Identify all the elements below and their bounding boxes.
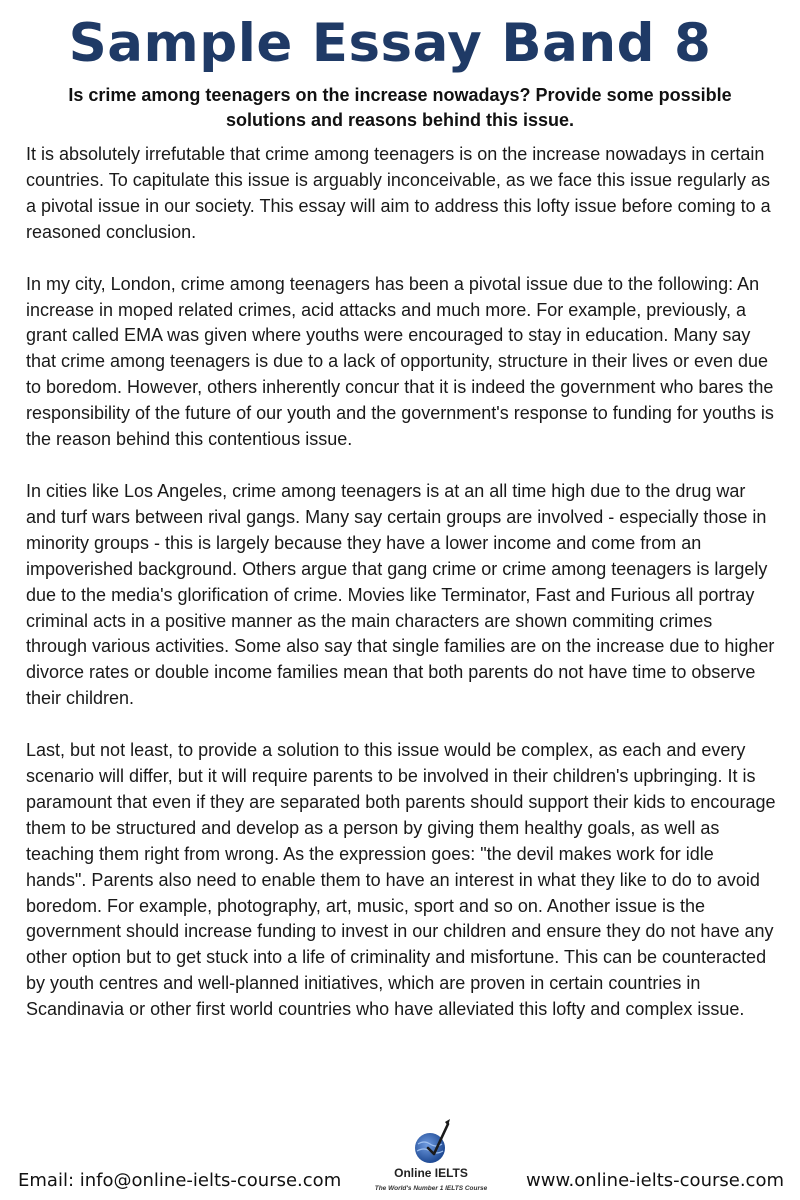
footer-email[interactable]: Email: info@online-ielts-course.com bbox=[18, 1170, 342, 1191]
page-title: Sample Essay Band 8 bbox=[68, 13, 712, 74]
logo-tagline: The World's Number 1 IELTS Course bbox=[374, 1185, 488, 1192]
essay-paragraph-3: In cities like Los Angeles, crime among teenagers is at an all time high due to the drug war and turf wars between rival gangs. Many say certain groups are involved - especially those in minority groups - this is largely because they have a lower income and come from an impoverished background. Others argue that gang crime or crime among teenagers is largely due to the media's glorification of crime. Movies like Terminator, Fast and Furious all portray criminal acts in a positive manner as the main characters are shown commiting crimes through various activities. Some also say that single families are on the increase due to higher divorce rates or double income families mean that both parents do not have time to observe their children. bbox=[26, 480, 775, 709]
logo-name: Online IELTS bbox=[394, 1166, 468, 1180]
globe-pen-icon bbox=[412, 1118, 452, 1166]
essay-paragraph-1: It is absolutely irrefutable that crime among teenagers is on the increase nowadays in certain countries. To capitulate this issue is arguably inconceivable, as we face this issue regularly as a pivotal issue in our society. This essay will aim to address this lofty issue before coming to a reasoned conclusion. bbox=[26, 144, 771, 242]
essay-body bbox=[26, 142, 778, 1049]
essay-paragraph-2: In my city, London, crime among teenagers has been a pivotal issue due to the following: An increase in moped related crimes, acid attacks and much more. For example, previously, a grant called EMA was given where youths were encouraged to stay in education. Many say that crime among teenagers is due to a lack of opportunity, structure in their lives or even due to boredom. However, others inherently concur that it is indeed the government who bares the responsibility of the future of our youth and the government's response to funding for youths is the reason behind this contentious issue. bbox=[26, 273, 774, 450]
essay-question: Is crime among teenagers on the increase nowadays? Provide some possible solutions and reasons behind this issue. bbox=[68, 85, 732, 130]
essay-paragraph-4: Last, but not least, to provide a solution to this issue would be complex, as each and every scenario will differ, but it will require parents to be involved in their children's upbringing. It is paramount that even if they are separated both parents should support their kids to encourage them to be structured and develop as a person by giving them healthy goals, as well as teaching them right from wrong. As the expression goes: "the devil makes work for idle hands". Parents also need to enable them to have an interest in what they like to do to avoid boredom. For example, photography, art, music, sport and so on. Another issue is the government should increase funding to invest in our children and ensure they do not have any other option but to get stuck into a life of criminality and misfortune. This can be counteracted by youth centres and well-planned initiatives, which are proven in certain countries in Scandinavia or other first world countries who have alleviated this lofty and complex issue. bbox=[26, 740, 776, 1020]
brand-logo bbox=[370, 1118, 492, 1198]
footer-website[interactable]: www.online-ielts-course.com bbox=[526, 1170, 784, 1191]
